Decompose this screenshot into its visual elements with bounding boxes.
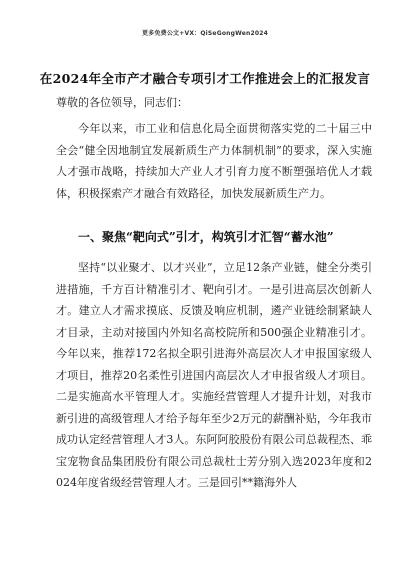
paragraph-intro: 今年以来，市工业和信息化局全面贯彻落实党的二十届三中全会“健全因地制宜发展新质生产力体制机制”的要求，深入实施人才强市战略，持续加大产业人才引育力度不断塑强培优人才载体，积极探索产才融合有效路径，加快发展新质生产力。 xyxy=(56,122,372,200)
document-title: 在2024年全市产才融合专项引才工作推进会上的汇报发言 xyxy=(39,71,371,86)
paragraph-section-1: 坚持“以业聚才、以才兴业”，立足12条产业链，健全分类引进措施，千方百计精准引才、靶向引才。一是引进高层次创新人才。建立人才需求摸底、反馈及响应机制，遴产业链绘制紧缺人才目录，主动对接国内外知名高校院所和500强企业精准引才。今年以来，推荐172名拟全职引进海外高层次人才申报国家级人才项目，推荐20名柔性引进国内高层次人才申报省级人才项目。二是实施高水平管理人才。实施经营管理人才提升计划，对我市新引进的高级管理人才给予每年至少2万元的薪酬补贴，今年我市成功认定经营管理人才3人。东阿阿胶股份有限公司总裁程杰、乖宝宠物食品集团股份有限公司总裁杜士芳分别入选2023年度和2024年度省级经营管理人才。三是回引**籍海外人 xyxy=(56,261,372,489)
header-note: 更多免费公文+VX：QiSeGongWen2024 xyxy=(142,30,268,37)
salutation: 尊敬的各位领导，同志们： xyxy=(56,96,188,109)
section-heading-1: 一、聚焦“靶向式”引才，构筑引才汇智“蓄水池” xyxy=(78,230,334,244)
